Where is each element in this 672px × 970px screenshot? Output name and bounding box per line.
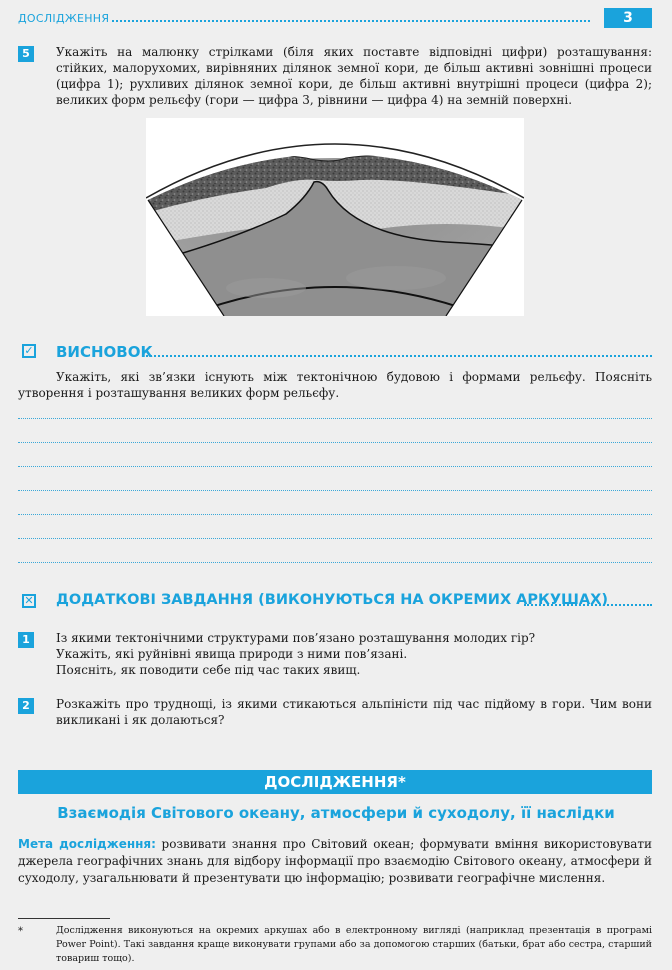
answer-line[interactable] xyxy=(18,514,652,515)
answer-line[interactable] xyxy=(18,418,652,419)
header-divider xyxy=(112,20,590,22)
answer-line[interactable] xyxy=(18,490,652,491)
research-goal-label: Мета дослідження: xyxy=(18,837,156,851)
checkbox-x-icon: ✕ xyxy=(22,594,36,608)
additional-divider xyxy=(524,604,652,606)
additional-task-1-line: Поясніть, як поводити себе під час таких явищ. xyxy=(56,663,361,677)
research-goal xyxy=(18,836,652,887)
additional-task-1-number: 1 xyxy=(18,632,34,648)
additional-task-1-line: Із якими тектонічними структурами пов’язано розташування молодих гір? xyxy=(56,631,536,645)
crust-section-illustration xyxy=(146,118,524,316)
page-header xyxy=(0,8,672,28)
research-title: Взаємодія Світового океану, атмосфери й суходолу, її наслідки xyxy=(57,804,615,822)
answer-line[interactable] xyxy=(18,466,652,467)
conclusion-divider xyxy=(146,355,652,357)
additional-task-1-line: Укажіть, які руйнівні явища природи з ними пов’язані. xyxy=(56,647,408,661)
footnote-mark: * xyxy=(18,926,23,937)
research-goal-text: розвивати знання про Світовий океан; формувати вміння використовувати джерела географічних знань для відбору інформації про взаємодію Світового океану, атмосфери й суходолу, узагальнювати й презентувати цю інформацію; розвивати географічне мислення. xyxy=(18,837,652,885)
additional-tasks-title: ДОДАТКОВІ ЗАВДАННЯ (ВИКОНУЮТЬСЯ НА ОКРЕМИХ АРКУШАХ) xyxy=(56,592,608,608)
additional-task-2-line: Розкажіть про труднощі, із якими стикаються альпіністи під час підйому в гори. Чим вони викликані і як долаються? xyxy=(56,697,652,727)
research-banner: ДОСЛІДЖЕННЯ* xyxy=(18,770,652,794)
additional-task-1-text xyxy=(56,630,652,678)
task-5-text: Укажіть на малюнку стрілками (біля яких поставте відповідні цифри) розташування: стійких, малорухомих, вирівняних ділянок земної кори, де більш активні зовнішні процеси (цифра 1); рухливих ділянок земної кори, де більш активні внутрішні процеси (цифра 2); великих форм рельєфу (гори — цифра 3, рівнини — цифра 4) на земній поверхні. xyxy=(56,45,652,107)
additional-task-2-number: 2 xyxy=(18,698,34,714)
page-number: 3 xyxy=(604,8,652,28)
answer-line[interactable] xyxy=(18,442,652,443)
answer-line[interactable] xyxy=(18,562,652,563)
footnote-rule xyxy=(18,918,110,919)
header-section-title: ДОСЛІДЖЕННЯ xyxy=(18,12,110,25)
footnote-text: Дослідження виконуються на окремих аркушах або в електронному вигляді (наприклад презентація в програмі Power Point). Такі завдання краще виконувати групами або за допомогою старших (батьки, брат або сестра, старший товариш тощо). xyxy=(56,925,652,964)
task-5-number: 5 xyxy=(18,46,34,62)
checkbox-checked-icon: ✓ xyxy=(22,344,36,358)
additional-task-2-text xyxy=(56,696,652,728)
earth-crust-cross-section-figure xyxy=(146,118,524,316)
conclusion-text: Укажіть, які зв’язки існують між тектонічною будовою і формами рельєфу. Поясніть утворення і розташування великих форм рельєфу. xyxy=(18,370,652,400)
conclusion-title: ВИСНОВОК xyxy=(56,343,153,361)
answer-line[interactable] xyxy=(18,538,652,539)
